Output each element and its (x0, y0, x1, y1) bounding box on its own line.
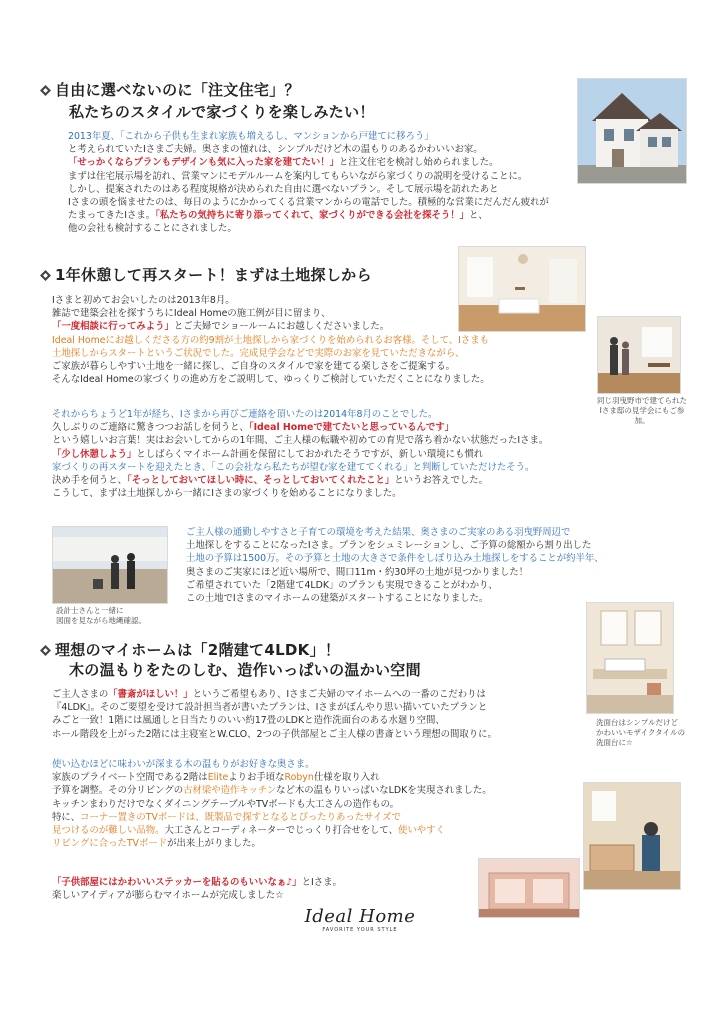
text-line (52, 408, 662, 421)
text-segment: と考えられていたIさまご夫婦。奥さまの憧れは、シンプルだけど木の温もりのあるかわいいお家。 (68, 144, 483, 156)
caption-land-survey: 設計士さんと一緒に 図面を見ながら地縄確認。 (56, 606, 146, 625)
text-segment: キッチンまわりだけでなくダイニングテーブルやTVボードも大工さんの造作もの。 (52, 798, 400, 810)
text-line (186, 579, 686, 592)
text-line (68, 170, 568, 183)
text-segment: と注文住宅を検討し始められました。 (339, 157, 499, 169)
ideal-home-logo: Ideal Home FAVORITE YOUR STYLE (304, 906, 416, 933)
text-line (52, 889, 472, 902)
text-segment: ご家族が暮らしやすい土地を一緒に探し、ご自身のスタイルで家を建てる楽しさをご提案する。 (52, 361, 455, 373)
text-segment: 家づくりの再スタートを迎えたとき、「この会社なら私たちが望む家を建ててくれる」と判断していただけたそう。 (52, 461, 535, 473)
section1-body (68, 130, 568, 236)
text-segment: としばらくマイホーム計画を保留にしておかれたそうですが、新しい環境にも慣れ (136, 448, 484, 460)
text-segment: 使い込むほどに味わいが深まる木の温もりがお好きな奥さま。 (52, 759, 315, 770)
text-segment: 使いやすく (397, 825, 445, 837)
section3-body-2 (52, 758, 592, 850)
text-line (68, 196, 568, 209)
section2-body-3 (186, 526, 686, 605)
text-line (186, 552, 686, 565)
text-segment: そんなIdeal Homeの家づくりの進め方をご説明して、ゆっくりご検討していただくことになりました。 (52, 374, 490, 386)
text-segment: リビングに合ったTVボード (52, 838, 168, 850)
text-line (52, 771, 592, 784)
text-segment: 予算を調整。その分リビングの (52, 785, 184, 797)
diamond-bullet-icon (40, 645, 51, 656)
text-line (52, 461, 662, 474)
text-segment: 2013年夏、「これから子供も生まれ家族も増えるし、マンションから戸建てに移ろう」 (68, 131, 434, 142)
section1-subtitle: 私たちのスタイルで家づくりを楽しみたい！ (69, 103, 375, 121)
text-line (68, 130, 568, 143)
text-segment: というお答えでした。 (394, 475, 488, 487)
text-segment: ホール階段を上がった2階には主寝室とW.CLO、2つの子供部屋とご主人様の書斎という理想の間取りに。 (52, 728, 497, 740)
text-line (68, 209, 568, 222)
text-segment: 「書斎がほしい！」 (108, 689, 193, 700)
text-line (52, 876, 472, 889)
text-segment: というご希望もあり、Iさまご夫婦のマイホームへの一番のこだわりは (192, 689, 486, 700)
diamond-bullet-icon (40, 270, 51, 281)
text-line (52, 360, 592, 373)
text-segment: と、 (469, 210, 488, 222)
text-segment: 雑誌で建築会社を探すうちにIdeal Homeの施工例が目に留まり、 (52, 308, 331, 320)
washbasin-photo (586, 602, 674, 714)
section3-body-3 (52, 876, 472, 902)
text-segment: とご夫婦でショールームにお越しくださいました。 (173, 321, 390, 333)
text-segment: まずは住宅展示場を訪れ、営業マンにモデルルームを案内してもらいながら家づくりの説明を受けることに。 (68, 170, 528, 182)
text-segment: 「私たちの気持ちに寄り添ってくれて、家づくりができる会社を探そう！」 (155, 210, 470, 222)
text-segment: コーナー置きのTVボードは、既製品で探すとなるとぴったりあったサイズで (80, 811, 401, 823)
text-segment: 「Ideal Homeで建てたいと思っているんです」 (248, 422, 454, 434)
diamond-bullet-icon (40, 85, 51, 96)
text-segment: 奥さまのご実家にほど近い場所で、間口11m・約30坪の土地が見つかりました！ (186, 566, 529, 578)
text-segment: 久しぶりのご連絡に驚きつつお話しを伺うと、 (52, 422, 249, 434)
text-segment: たまってきたIさま。 (68, 210, 156, 222)
text-segment: 古材梁や造作キッチン (183, 785, 277, 797)
open-house-visit-photo (597, 316, 681, 394)
text-segment: それからちょうど1年が経ち、Iさまから再びご連絡を頂いたのは2014年8月のことでした。 (52, 409, 438, 420)
text-segment: Iさまと初めてお会いしたのは2013年8月。 (52, 295, 235, 306)
text-segment: という嬉しいお言葉！実はお会いしてからの1年間、ご主人様の転職や初めての育児で落ち着かない状態だったIさま。 (52, 435, 549, 447)
caption-open-house: 同じ羽曳野市で建てられた Iさま邸の見学会にもご参加。 (597, 396, 687, 425)
text-segment: ご主人さまの (52, 689, 109, 700)
carpenter-photo (583, 782, 681, 890)
text-segment: よりお手頃な (228, 772, 285, 784)
text-segment: Iさまの頭を悩ませたのは、毎日のようにかかってくる営業マンからの電話でした。積極的な営業にだんだん疲れが (68, 197, 549, 209)
text-segment: 楽しいアイディアが膨らむマイホームが完成しました☆ (52, 890, 284, 902)
text-segment: Ideal Homeにお越しくださる方の約9割が土地探しから家づくりを始められるお客様。そして、Iさまも (52, 334, 490, 346)
text-segment: Robyn (284, 772, 314, 784)
text-segment: 土地の予算は1500万。その予算と土地の大きさで条件をしぼり込み土地探しをすることが約半年、 (186, 553, 604, 565)
text-line (52, 798, 592, 811)
section3-subtitle: 木の温もりをたのしむ、造作いっぱいの温かい空間 (69, 661, 421, 679)
text-segment: しかし、提案されたのはある程度規格が決められた自由に選べないプラン。そして展示場を訪れたあと (68, 183, 499, 195)
text-line (52, 728, 582, 741)
text-segment: 大工さんとコーディネーターでじっくり打合せをして、 (164, 825, 398, 837)
text-segment: 家族のプライベート空間である2階は (52, 772, 208, 784)
text-line (52, 837, 592, 850)
text-segment: 「少し休憩しよう」 (52, 448, 137, 460)
text-line (52, 347, 592, 360)
text-segment: 「そっとしておいてほしい時に、そっとしておいてくれたこと」 (127, 475, 395, 487)
text-segment: みごと一致！1階には風通しと日当たりのいい約17畳のLDKと造作洗面台のある水廻り空間、 (52, 715, 445, 727)
text-line (52, 434, 662, 447)
text-line (68, 143, 568, 156)
text-segment: 仕様を取り入れ (313, 772, 380, 784)
text-segment: 「せっかくならプランもデザインも気に入った家を建てたい！」 (68, 157, 340, 169)
tv-board-photo (478, 858, 580, 918)
text-segment: 「子供部屋にはかわいいステッカーを貼るのもいいなぁ♪」 (52, 877, 302, 888)
text-line (52, 421, 662, 434)
text-line (52, 811, 592, 824)
text-line (52, 758, 592, 771)
caption-washbasin: 洗面台はシンプルだけど かわいいモザイクタイルの 洗面台に☆ (596, 718, 686, 747)
house-exterior-photo (577, 78, 687, 184)
text-segment: 他の会社も検討することにされました。 (68, 223, 237, 235)
text-line (52, 334, 592, 347)
text-line (52, 714, 582, 727)
text-line (68, 156, 568, 169)
text-segment: 『4LDK』。そのご要望を受けて設計担当者が書いたプランは、Iさまがぼんやり思い描いていたプランと (52, 702, 488, 714)
text-segment: Elite (207, 772, 229, 784)
text-line (52, 784, 592, 797)
text-line (186, 539, 686, 552)
text-segment: 見つけるのが難しい品物。 (52, 825, 165, 837)
text-line (186, 566, 686, 579)
text-segment: この土地でIさまのマイホームの建築がスタートすることになりました。 (186, 593, 489, 605)
text-segment: など木の温もりいっぱいなLDKを実現されました。 (276, 785, 492, 797)
text-line (52, 688, 582, 701)
text-segment: 土地探しをすることになったIさま。プランをシュミレーションし、ご予算の総額から割り出した (186, 540, 592, 552)
text-line (186, 526, 686, 539)
text-line (52, 474, 662, 487)
text-segment: 決め手を伺うと、 (52, 475, 128, 487)
text-line (68, 222, 568, 235)
text-segment: こうして、まずは土地探しから一緒にIさまの家づくりを始めることになりました。 (52, 488, 402, 500)
section2-title: 1年休憩して再スタート！まずは土地探しから (40, 265, 372, 285)
section2-body-2 (52, 408, 662, 500)
land-survey-photo (52, 526, 168, 604)
section3-title: 理想のマイホームは「2階建て4LDK」！ (40, 640, 340, 660)
text-segment: ご希望されていた「2階建て4LDK」のプランも実現できることがわかり、 (186, 579, 498, 591)
text-segment: ご主人様の通勤しやすさと子育ての環境を考えた結果、奥さまのご実家のある羽曳野周辺で (186, 527, 571, 538)
text-segment: とIさま。 (301, 877, 342, 888)
text-line (52, 448, 662, 461)
section3-body-1 (52, 688, 582, 741)
text-segment: が出来上がりました。 (167, 838, 261, 850)
text-line (52, 824, 592, 837)
text-segment: 特に、 (52, 811, 81, 823)
text-line (52, 701, 582, 714)
section1-title: 自由に選べないのに「注文住宅」？ (40, 80, 300, 100)
text-line (52, 373, 592, 386)
text-line (68, 183, 568, 196)
text-line (52, 487, 662, 500)
text-segment: 土地探しからスタートというご状況でした。完成見学会などで実際のお家を見ていただきながら、 (52, 347, 465, 359)
text-segment: 「一度相談に行ってみよう」 (52, 321, 174, 333)
living-room-photo (458, 246, 586, 332)
